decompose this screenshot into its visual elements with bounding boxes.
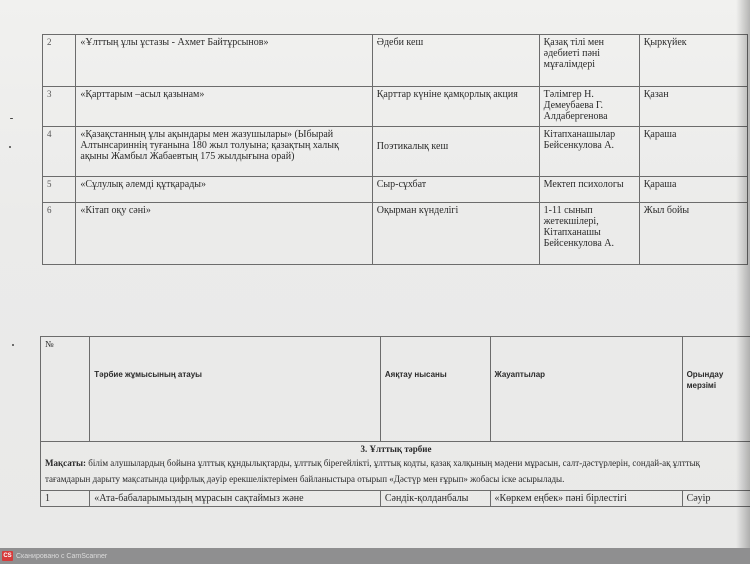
event-title: «Қазақстанның ұлы ақындары мен жазушылары» (Ыбырай Алтынсариннің туғанына 180 жыл толуына; қазақтың халық ақыны Жамбыл Жабаевтың 175 жылдығына орай) [76, 127, 372, 177]
event-form: Әдеби кеш [372, 35, 539, 87]
row-number: 5 [43, 177, 76, 203]
event-responsible: Кітапханашылар Бейсенкулова А. [539, 127, 639, 177]
header-number: № [41, 337, 90, 442]
table-row [43, 203, 748, 265]
event-form: Сәндік-қолданбалы [380, 491, 490, 507]
row-number: 2 [43, 35, 76, 87]
table-row [43, 35, 748, 87]
event-title: «Ата-бабаларымыздың мұрасын сақтаймыз және [90, 491, 381, 507]
goal-label: Мақсаты: [45, 458, 86, 468]
event-form: Поэтикалық кеш [372, 127, 539, 177]
page-shadow [736, 0, 750, 548]
event-responsible: 1-11 сынып жетекшілері, Кітапханашы Бейсенкулова А. [539, 203, 639, 265]
event-title: «Қарттарым –асыл қазынам» [76, 87, 372, 127]
camscanner-watermark [2, 549, 107, 563]
header-form: Аяқтау нысаны [380, 337, 490, 442]
scan-speck [12, 344, 14, 346]
camscanner-text: Сканировано с CamScanner [16, 552, 108, 560]
row-number: 1 [41, 491, 90, 507]
goal-row [41, 455, 750, 491]
event-responsible: Мектеп психологы [539, 177, 639, 203]
event-form: Сыр-сұхбат [372, 177, 539, 203]
event-date: Жыл бойы [639, 203, 747, 265]
camscanner-logo-icon: CS [3, 553, 12, 559]
event-responsible: Қазақ тілі мен әдебиеті пәні мұғалімдері [539, 35, 639, 87]
event-form: Қарттар күніне қамқорлық акция [372, 87, 539, 127]
event-date: Қазан [639, 87, 747, 127]
event-title: «Кітап оқу сәні» [76, 203, 372, 265]
event-title: «Ұлттың ұлы ұстазы - Ахмет Байтұрсынов» [76, 35, 372, 87]
event-title: «Сұлулық әлемді құтқарады» [76, 177, 372, 203]
event-responsible: Тәлімгер Н. Демеубаева Г. Алдабергенова [539, 87, 639, 127]
header-date: Орындау мерзімі [682, 337, 750, 442]
section-row [41, 442, 750, 456]
header-responsible: Жауаптылар [490, 337, 682, 442]
table-row [43, 177, 748, 203]
event-date: Қараша [639, 177, 747, 203]
scan-speck [10, 118, 13, 119]
row-number: 6 [43, 203, 76, 265]
goal-text: білім алушылардың бойына ұлттық құндылықтарды, ұлттық бірегейлікті, ұлттық кодты, қазақ халқының мәдени мұрасын, салт-дәстүрлерін, сондай-ақ ұлттық тағамдарын дарыту мақсатында цифрлық дәуір ерекшеліктерімен байланыстыра отырып «Дәстүр мен ғұрып» жобасы іске асырылады. [45, 458, 700, 484]
scan-speck [9, 146, 11, 148]
event-date: Қараша [639, 127, 747, 177]
table-row [41, 491, 750, 507]
event-date: Сәуір [682, 491, 750, 507]
table-row [43, 127, 748, 177]
event-form: Оқырман күнделігі [372, 203, 539, 265]
row-number: 4 [43, 127, 76, 177]
event-responsible: «Көркем еңбек» пәні бірлестігі [490, 491, 682, 507]
goal-paragraph [41, 455, 750, 491]
table-header-row [41, 337, 750, 442]
header-title: Тәрбие жұмысының атауы [90, 337, 381, 442]
events-table-bottom [40, 336, 750, 507]
events-table-top [42, 34, 748, 265]
row-number: 3 [43, 87, 76, 127]
table-row [43, 87, 748, 127]
section-title: 3. Ұлттық тәрбие [41, 442, 750, 456]
event-date: Қыркүйек [639, 35, 747, 87]
